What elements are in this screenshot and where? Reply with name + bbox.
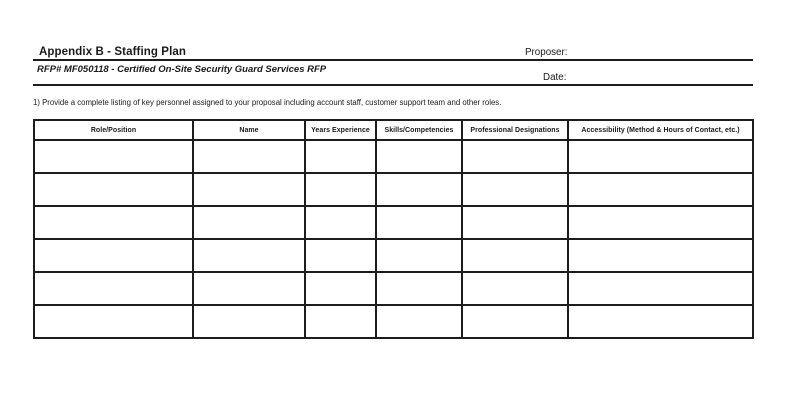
staffing-cell[interactable] bbox=[34, 206, 193, 239]
header-rule-1 bbox=[33, 45, 753, 61]
column-header-role-position: Role/Position bbox=[34, 120, 193, 140]
staffing-cell[interactable] bbox=[193, 173, 305, 206]
table-row bbox=[34, 239, 753, 272]
staffing-cell[interactable] bbox=[34, 140, 193, 173]
staffing-cell[interactable] bbox=[568, 239, 753, 272]
table-row bbox=[34, 206, 753, 239]
instruction-text: 1) Provide a complete listing of key personnel assigned to your proposal including account staff, customer support team and other roles. bbox=[33, 98, 502, 107]
staffing-cell[interactable] bbox=[193, 239, 305, 272]
staffing-cell[interactable] bbox=[462, 206, 568, 239]
column-header-accessibility: Accessibility (Method & Hours of Contact, etc.) bbox=[568, 120, 753, 140]
staffing-cell[interactable] bbox=[34, 272, 193, 305]
staffing-cell[interactable] bbox=[376, 206, 462, 239]
staffing-cell[interactable] bbox=[462, 173, 568, 206]
staffing-cell[interactable] bbox=[305, 239, 376, 272]
staffing-cell[interactable] bbox=[462, 140, 568, 173]
table-header-row bbox=[34, 120, 753, 140]
staffing-cell[interactable] bbox=[568, 173, 753, 206]
table-row bbox=[34, 305, 753, 338]
staffing-cell[interactable] bbox=[568, 305, 753, 338]
staffing-plan-table bbox=[33, 119, 754, 339]
column-header-skills-competencies: Skills/Competencies bbox=[376, 120, 462, 140]
header-rule-2 bbox=[33, 63, 753, 86]
staffing-cell[interactable] bbox=[462, 305, 568, 338]
staffing-cell[interactable] bbox=[305, 140, 376, 173]
staffing-cell[interactable] bbox=[193, 140, 305, 173]
staffing-cell[interactable] bbox=[376, 140, 462, 173]
staffing-cell[interactable] bbox=[193, 272, 305, 305]
proposer-label: Proposer: bbox=[525, 47, 568, 58]
staffing-cell[interactable] bbox=[193, 206, 305, 239]
page-title: Appendix B - Staffing Plan bbox=[39, 46, 186, 58]
staffing-cell[interactable] bbox=[34, 173, 193, 206]
column-header-years-experience: Years Experience bbox=[305, 120, 376, 140]
staffing-cell[interactable] bbox=[568, 140, 753, 173]
staffing-cell[interactable] bbox=[376, 173, 462, 206]
staffing-cell[interactable] bbox=[376, 272, 462, 305]
staffing-cell[interactable] bbox=[305, 206, 376, 239]
date-label: Date: bbox=[543, 72, 567, 83]
date-fill-line[interactable] bbox=[575, 72, 751, 84]
staffing-cell[interactable] bbox=[193, 305, 305, 338]
staffing-cell[interactable] bbox=[376, 239, 462, 272]
table-row bbox=[34, 173, 753, 206]
column-header-professional-designations: Professional Designations bbox=[462, 120, 568, 140]
staffing-cell[interactable] bbox=[376, 305, 462, 338]
staffing-cell[interactable] bbox=[568, 272, 753, 305]
staffing-cell[interactable] bbox=[34, 239, 193, 272]
staffing-cell[interactable] bbox=[568, 206, 753, 239]
proposer-fill-line[interactable] bbox=[581, 47, 751, 59]
staffing-cell[interactable] bbox=[462, 239, 568, 272]
staffing-cell[interactable] bbox=[305, 173, 376, 206]
rfp-subtitle: RFP# MF050118 - Certified On-Site Security Guard Services RFP bbox=[37, 64, 327, 75]
staffing-cell[interactable] bbox=[305, 305, 376, 338]
staffing-cell[interactable] bbox=[462, 272, 568, 305]
staffing-cell[interactable] bbox=[305, 272, 376, 305]
column-header-name: Name bbox=[193, 120, 305, 140]
table-row bbox=[34, 140, 753, 173]
staffing-cell[interactable] bbox=[34, 305, 193, 338]
table-row bbox=[34, 272, 753, 305]
